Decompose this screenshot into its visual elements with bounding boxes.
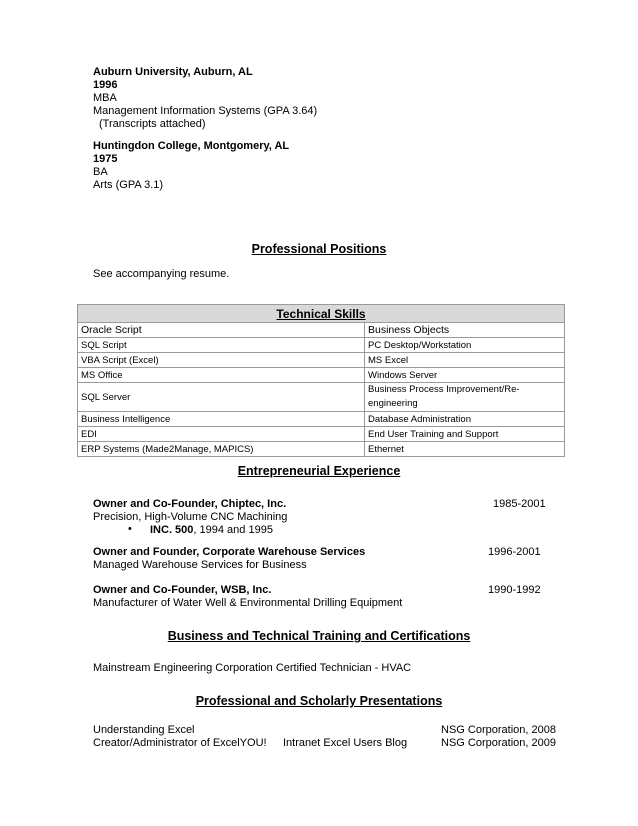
field-of-study: Management Information Systems (GPA 3.64) [93,105,318,117]
venture-description: Manufacturer of Water Well & Environmental Drilling Equipment [93,597,403,609]
presentation-org: NSG Corporation, 2009 [441,737,556,749]
award-years: , 1994 and 1995 [193,524,273,536]
venture-title: Owner and Co-Founder, WSB, Inc. [93,584,272,596]
training-heading: Business and Technical Training and Certifications [167,629,471,643]
degree: BA [93,166,108,178]
table-row [78,353,565,368]
positions-text: See accompanying resume. [93,268,230,280]
degree: MBA [93,92,117,104]
technical-skills-heading: Technical Skills [78,305,565,323]
graduation-year: 1996 [93,79,118,91]
presentation-title: Creator/Administrator of ExcelYOU! [93,737,267,749]
skill-cell: Windows Server [365,368,565,383]
skill-cell: SQL Server [78,383,365,412]
skill-cell: EDI [78,427,365,442]
bullet-icon: • [128,523,132,535]
skill-cell: VBA Script (Excel) [78,353,365,368]
presentation-org: NSG Corporation, 2008 [441,724,556,736]
skill-cell: MS Office [78,368,365,383]
table-row [78,442,565,457]
field-of-study: Arts (GPA 3.1) [93,179,164,191]
skill-cell: Database Administration [365,412,565,427]
venture-years: 1990-1992 [488,584,541,596]
skill-cell: Business Process Improvement/Re-engineering [365,383,565,412]
skill-cell: SQL Script [78,338,365,353]
professional-positions-heading: Professional Positions [251,242,387,256]
venture-title: Owner and Founder, Corporate Warehouse Services [93,546,366,558]
transcript-note: (Transcripts attached) [99,118,206,130]
skill-cell: Business Intelligence [78,412,365,427]
skill-cell: Oracle Script [78,323,365,338]
graduation-year: 1975 [93,153,118,165]
venture-description: Precision, High-Volume CNC Machining [93,511,288,523]
presentations-heading: Professional and Scholarly Presentations [195,694,443,708]
table-row [78,338,565,353]
school-name: Huntingdon College, Montgomery, AL [93,140,290,152]
table-row [78,412,565,427]
award-name: INC. 500 [150,524,194,536]
award-line [150,524,273,537]
presentation-venue: Intranet Excel Users Blog [283,737,408,749]
skill-cell: End User Training and Support [365,427,565,442]
presentation-title: Understanding Excel [93,724,195,736]
table-row [78,383,565,412]
skill-cell: PC Desktop/Workstation [365,338,565,353]
training-text: Mainstream Engineering Corporation Certified Technician - HVAC [93,662,412,674]
venture-years: 1985-2001 [493,498,546,510]
skill-cell: Ethernet [365,442,565,457]
skill-cell: Business Objects [365,323,565,338]
entrepreneurial-heading: Entrepreneurial Experience [237,464,401,478]
table-row [78,427,565,442]
table-row [78,368,565,383]
skill-cell: ERP Systems (Made2Manage, MAPICS) [78,442,365,457]
venture-years: 1996-2001 [488,546,541,558]
skill-cell: MS Excel [365,353,565,368]
venture-title: Owner and Co-Founder, Chiptec, Inc. [93,498,287,510]
table-row [78,323,565,338]
venture-description: Managed Warehouse Services for Business [93,559,307,571]
school-name: Auburn University, Auburn, AL [93,66,253,78]
technical-skills-table [77,304,565,457]
